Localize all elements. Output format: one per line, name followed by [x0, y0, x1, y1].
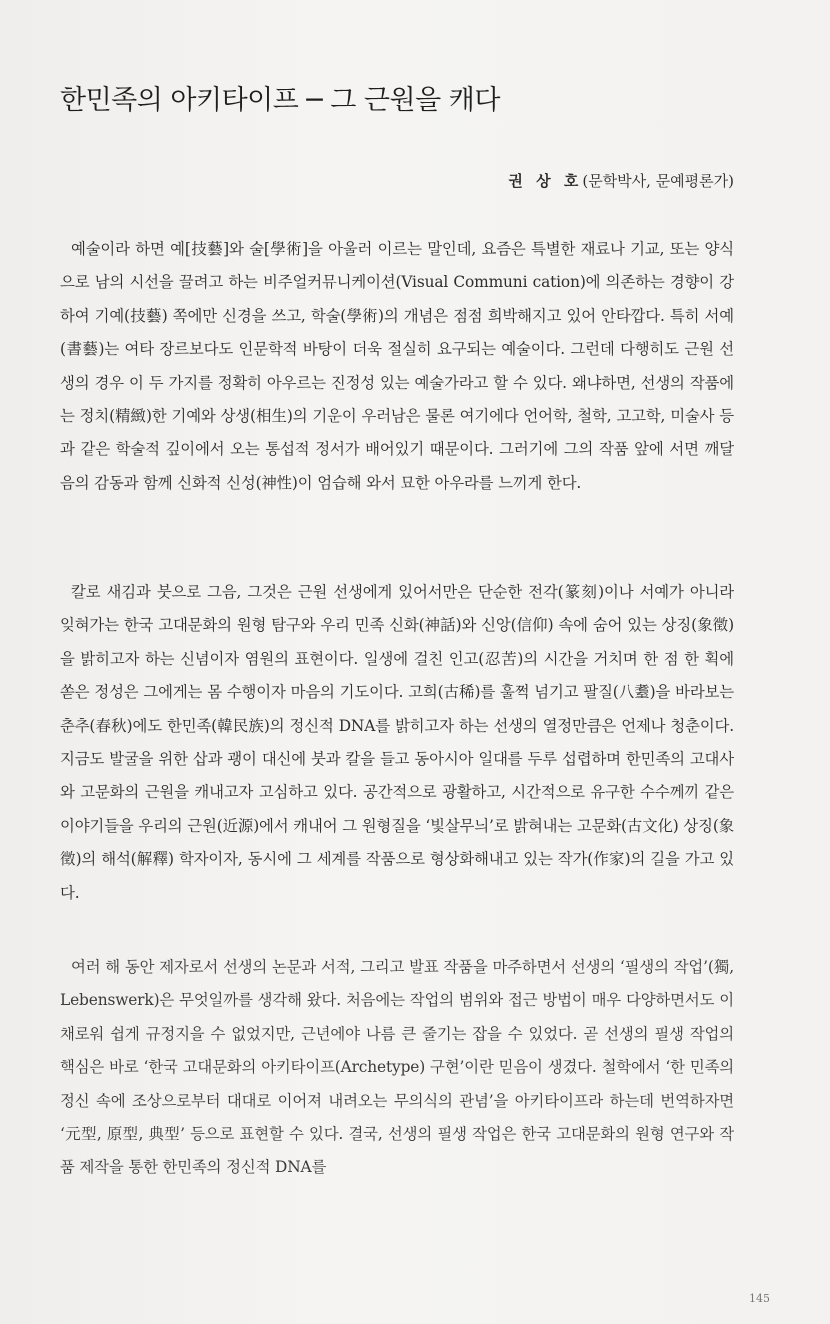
author-credentials: (문학박사, 문예평론가): [582, 172, 734, 190]
author-name: 권 상 호: [508, 172, 583, 190]
body-paragraph-3: 여러 해 동안 제자로서 선생의 논문과 서적, 그리고 발표 작품을 마주하면서 선생의 ‘필생의 작업’(獨, Lebenswerk)은 무엇일까를 생각해 왔다. 처음에는 작업의 범위와 접근 방법이 매우 다양하면서도 이채로워 쉽게 규정지을 수 없었지만, 근년에야 나름 큰 줄기는 잡을 수 있었다. 곧 선생의 필생 작업의 핵심은 바로 ‘한국 고대문화의 아키타이프(Archetype) 구현’이란 믿음이 생겼다. 철학에서 ‘한 민족의 정신 속에 조상으로부터 대대로 이어져 내려오는 무의식의 관념’을 아키타이프라 하는데 번역하자면 ‘元型, 原型, 典型’ 등으로 표현할 수 있다. 결국, 선생의 필생 작업은 한국 고대문화의 원형 연구와 작품 제작을 통한 한민족의 정신적 DNA를: [60, 958, 734, 1177]
article-title: 한민족의 아키타이프 ─ 그 근원을 캐다: [60, 85, 500, 116]
page-number: 145: [749, 1292, 770, 1305]
author-byline: [508, 170, 734, 191]
body-paragraph-2: 칼로 새김과 붓으로 그음, 그것은 근원 선생에게 있어서만은 단순한 전각(篆刻)이나 서예가 아니라 잊혀가는 한국 고대문화의 원형 탐구와 우리 민족 신화(神話)와 신앙(信仰) 속에 숨어 있는 상징(象徵)을 밝히고자 하는 신념이자 염원의 표현이다. 일생에 걸친 인고(忍苦)의 시간을 거치며 한 점 한 획에 쏟은 정성은 그에게는 몸 수행이자 마음의 기도이다. 고희(古稀)를 훌쩍 넘기고 팔질(八耋)을 바라보는 춘추(春秋)에도 한민족(韓民族)의 정신적 DNA를 밝히고자 하는 선생의 열정만큼은 언제나 청춘이다. 지금도 발굴을 위한 삽과 괭이 대신에 붓과 칼을 들고 동아시아 일대를 두루 섭렵하며 한민족의 고대사와 고문화의 근원을 캐내고자 고심하고 있다. 공간적으로 광활하고, 시간적으로 유구한 수수께끼 같은 이야기들을 우리의 근원(近源)에서 캐내어 그 원형질을 ‘빛살무늬’로 밝혀내는 고문화(古文化) 상징(象徵)의 해석(解釋) 학자이자, 동시에 그 세계를 작품으로 형상화해내고 있는 작가(作家)의 길을 가고 있다.: [60, 583, 734, 902]
body-paragraph-1: 예술이라 하면 예[技藝]와 술[學術]을 아울러 이르는 말인데, 요즘은 특별한 재료나 기교, 또는 양식으로 남의 시선을 끌려고 하는 비주얼커뮤니케이션(Visual Communi cation)에 의존하는 경향이 강하여 기예(技藝) 쪽에만 신경을 쓰고, 학술(學術)의 개념은 점점 희박해지고 있어 안타깝다. 특히 서예(書藝)는 여타 장르보다도 인문학적 바탕이 더욱 절실히 요구되는 예술이다. 그런데 다행히도 근원 선생의 경우 이 두 가지를 정확히 아우르는 진정성 있는 예술가라고 할 수 있다. 왜냐하면, 선생의 작품에는 정치(精緻)한 기예와 상생(相生)의 기운이 우러남은 물론 여기에다 언어학, 철학, 고고학, 미술사 등과 같은 학술적 깊이에서 오는 통섭적 정서가 배어있기 때문이다. 그러기에 그의 작품 앞에 서면 깨달음의 감동과 함께 신화적 신성(神性)이 엄습해 와서 묘한 아우라를 느끼게 한다.: [60, 240, 734, 492]
